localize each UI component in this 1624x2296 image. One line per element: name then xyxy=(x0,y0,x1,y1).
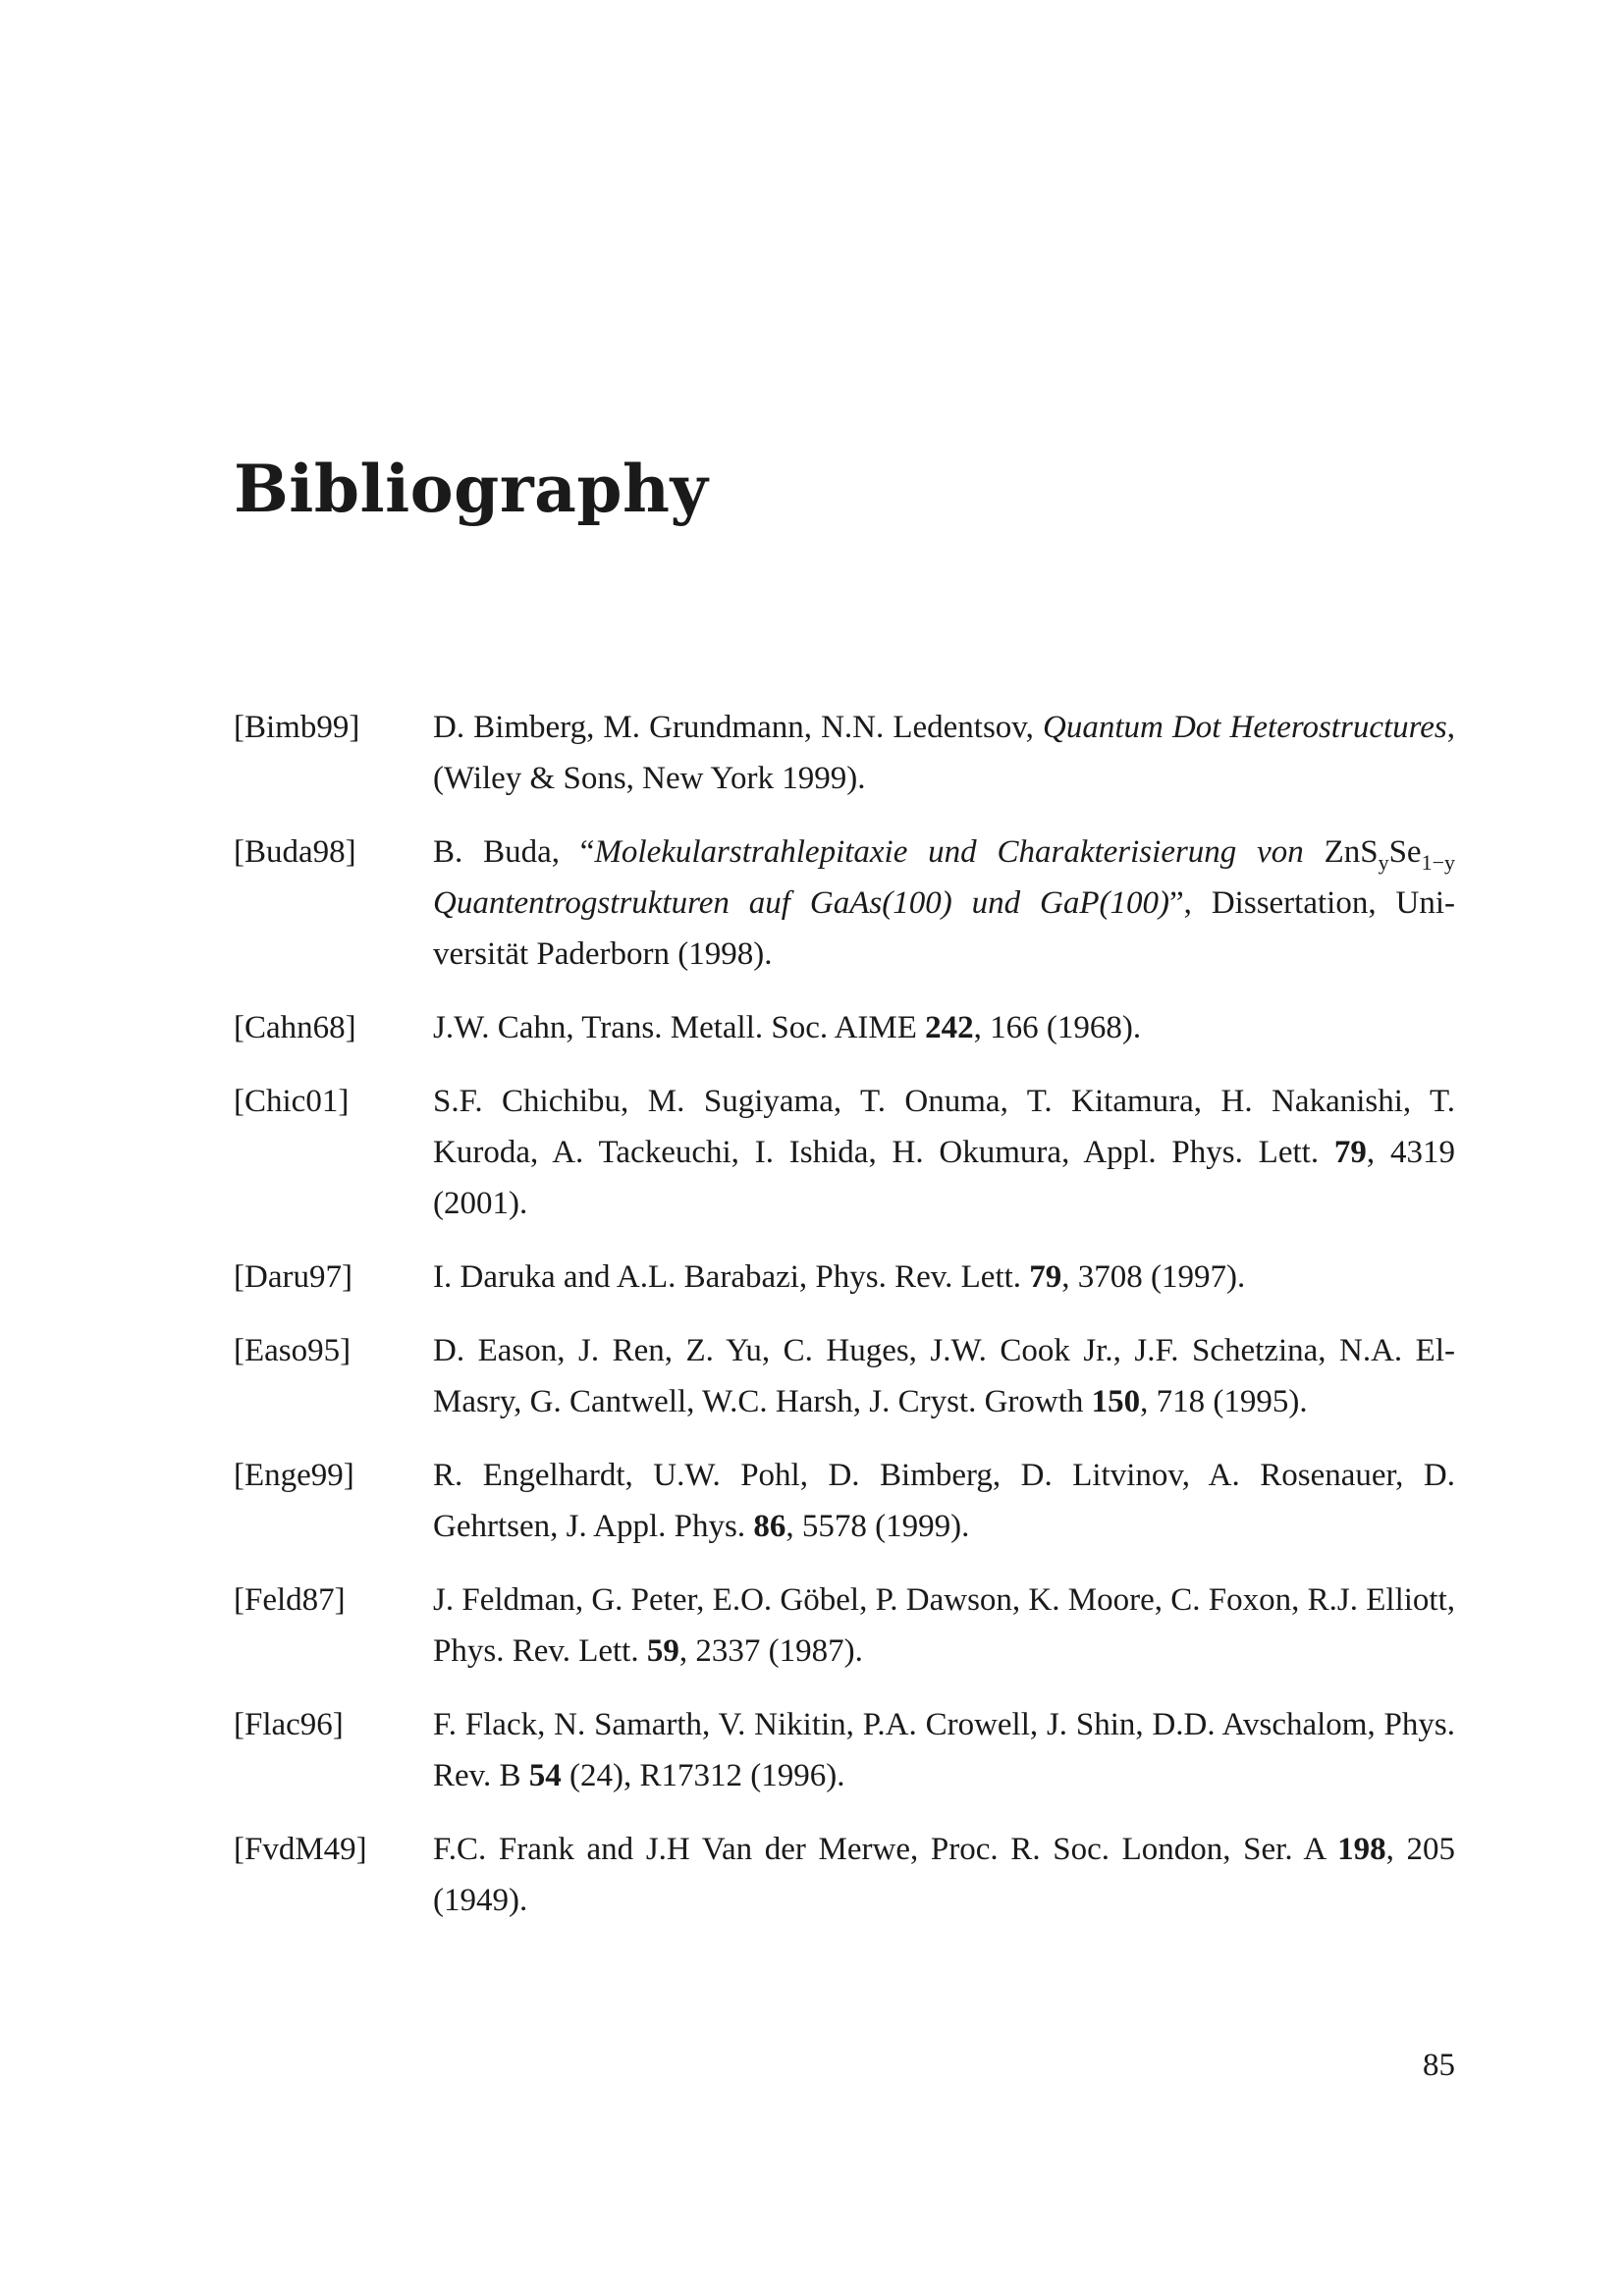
bib-text-segment: 198 xyxy=(1337,1832,1386,1867)
bib-entry xyxy=(234,1824,1455,1926)
bib-key: [Daru97] xyxy=(234,1259,352,1295)
bib-entry xyxy=(234,1076,1455,1229)
bib-entry xyxy=(234,1450,1455,1552)
bib-text-segment: , 205 (1949). xyxy=(433,1832,1455,1918)
bib-text xyxy=(433,1325,1455,1427)
bib-text-segment: 1−y xyxy=(1421,850,1455,875)
bib-text xyxy=(433,1575,1455,1677)
page-number: 85 xyxy=(1423,2048,1455,2083)
bib-key: [Enge99] xyxy=(234,1458,354,1493)
bib-text xyxy=(433,1824,1455,1926)
bib-text-segment: J. Feldman, G. Peter, E.O. Göbel, P. Dawson, K. Moore, C. Foxon, R.J. Elliott, Phys. Rev. Lett. xyxy=(433,1582,1455,1669)
bib-text-segment: B. Buda, “ xyxy=(433,834,595,870)
bib-text xyxy=(433,1699,1455,1801)
bib-key: [Flac96] xyxy=(234,1707,344,1742)
bib-entry xyxy=(234,1699,1455,1801)
bib-entry xyxy=(234,827,1455,980)
bib-text xyxy=(433,702,1455,804)
bib-text xyxy=(433,1002,1455,1053)
bib-key: [Bimb99] xyxy=(234,710,360,745)
bib-text-segment: 79 xyxy=(1029,1259,1062,1295)
bib-text xyxy=(433,1252,1455,1303)
bib-text xyxy=(433,827,1455,980)
bib-text-segment: , 2337 (1987). xyxy=(678,1633,863,1669)
bib-text-segment: 54 xyxy=(528,1758,562,1793)
bib-text-segment: , 5578 (1999). xyxy=(785,1509,970,1544)
bib-text xyxy=(433,1450,1455,1552)
bib-entry xyxy=(234,1575,1455,1677)
bib-key: [Cahn68] xyxy=(234,1010,356,1045)
bib-entry xyxy=(234,1002,1455,1053)
bib-text-segment: ”, Dissertation, Universität Paderborn (1998). xyxy=(433,885,1456,972)
bib-key: [Easo95] xyxy=(234,1333,352,1368)
bib-text-segment: 86 xyxy=(753,1509,786,1544)
bib-text-segment: 242 xyxy=(925,1010,974,1045)
bib-text-segment: I. Daruka and A.L. Barabazi, Phys. Rev. Lett. xyxy=(433,1259,1030,1295)
bib-key: [Feld87] xyxy=(234,1582,346,1618)
bib-text-segment: , 4319 (2001). xyxy=(433,1135,1456,1221)
bib-text-segment: D. Eason, J. Ren, Z. Yu, C. Huges, J.W. Cook Jr., J.F. Schetzina, N.A. El-Masry, G. Cantwell, W.C. Harsh, J. Cryst. Growth xyxy=(433,1333,1455,1419)
bib-text-segment: 79 xyxy=(1333,1135,1367,1170)
bib-text-segment: F.C. Frank and J.H Van der Merwe, Proc. R. Soc. London, Ser. A xyxy=(433,1832,1338,1867)
bibliography-list xyxy=(234,702,1455,1949)
bib-text-segment: S.F. Chichibu, M. Sugiyama, T. Onuma, T. Kitamura, H. Nakanishi, T. Kuroda, A. Tackeuchi, I. Ishida, H. Okumura, Appl. Phys. Lett. xyxy=(433,1084,1455,1170)
bib-text-segment: 150 xyxy=(1091,1384,1141,1419)
page-title: Bibliography xyxy=(234,451,709,527)
bib-text-segment: 59 xyxy=(646,1633,679,1669)
bib-text-segment: F. Flack, N. Samarth, V. Nikitin, P.A. Crowell, J. Shin, D.D. Avschalom, Phys. Rev. B xyxy=(433,1707,1455,1793)
bib-entry xyxy=(234,1325,1455,1427)
bib-text-segment: , 718 (1995). xyxy=(1140,1384,1308,1419)
bib-text-segment: Quantentrogstrukturen auf GaAs(100) und GaP(100) xyxy=(433,885,1170,921)
bib-text-segment: , 166 (1968). xyxy=(973,1010,1142,1045)
bib-text-segment: Quantum Dot Heterostructures xyxy=(1043,710,1447,745)
bib-text-segment: y xyxy=(1378,850,1389,875)
bib-text-segment: ZnS xyxy=(1324,834,1379,870)
bib-key: [FvdM49] xyxy=(234,1832,367,1867)
bib-text-segment: Molekularstrahlepitaxie und Charakterisierung von xyxy=(594,834,1325,870)
bib-text-segment: , 3708 (1997). xyxy=(1061,1259,1246,1295)
bib-text-segment: J.W. Cahn, Trans. Metall. Soc. AIME xyxy=(433,1010,926,1045)
bib-text-segment: , (Wiley & Sons, New York 1999). xyxy=(433,710,1455,796)
bib-entry xyxy=(234,1252,1455,1303)
bib-entry xyxy=(234,702,1455,804)
bib-text-segment: Se xyxy=(1388,834,1422,870)
bib-text-segment: D. Bimberg, M. Grundmann, N.N. Ledentsov, xyxy=(433,710,1044,745)
bib-key: [Buda98] xyxy=(234,834,356,870)
bib-text-segment: (24), R17312 (1996). xyxy=(561,1758,845,1793)
bib-key: [Chic01] xyxy=(234,1084,350,1119)
bib-text xyxy=(433,1076,1455,1229)
bib-text-segment: R. Engelhardt, U.W. Pohl, D. Bimberg, D. Litvinov, A. Rosenauer, D. Gehrtsen, J. Appl. Phys. xyxy=(433,1458,1455,1544)
